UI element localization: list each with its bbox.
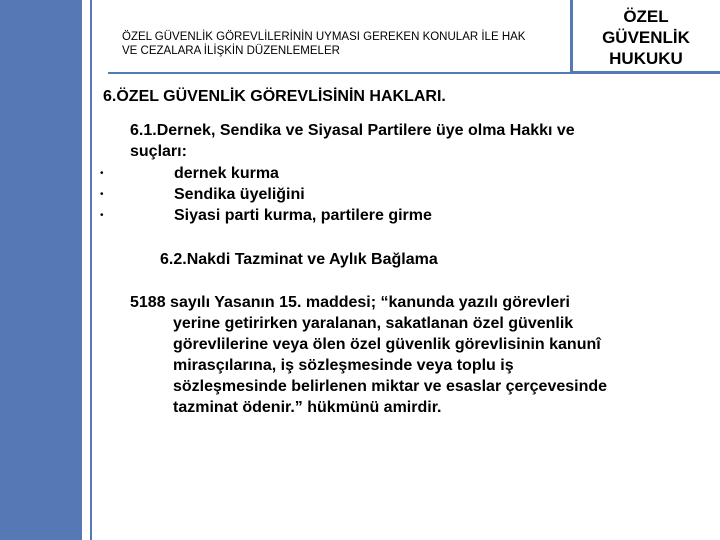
list-item-text: Siyasi parti kurma, partilere girme (174, 207, 432, 224)
list-item (100, 163, 600, 184)
paragraph-line-1: 5188 sayılı Yasanın 15. maddesi; “kanunda yazılı görevleri (130, 294, 570, 311)
bullet-icon: • (100, 189, 104, 200)
bullet-icon: • (100, 168, 104, 179)
bullet-list (100, 163, 600, 226)
header-subtitle-line-2: VE CEZALARA İLİŞKİN DÜZENLEMELER (122, 45, 340, 57)
list-item-text: Sendika üyeliğini (174, 186, 305, 203)
brand-line-3: HUKUKU (609, 49, 683, 68)
subsection-1-heading (130, 120, 650, 162)
band-divider (82, 0, 90, 540)
list-item (100, 184, 600, 205)
bullet-icon: • (100, 210, 104, 221)
brand-title (584, 6, 708, 69)
paragraph-line-3: görevlilerine veya ölen özel güvenlik görevlisinin kanunî (173, 336, 601, 353)
list-item (100, 205, 600, 226)
subsection-2-heading: 6.2.Nakdi Tazminat ve Aylık Bağlama (160, 251, 438, 268)
paragraph-line-4: mirasçılarına, iş sözleşmesinde veya toplu iş (173, 357, 514, 374)
paragraph-line-5: sözleşmesinde belirlenen miktar ve esaslar çerçevesinde (173, 378, 608, 395)
header-subtitle (122, 30, 562, 58)
law-paragraph (130, 292, 675, 418)
subsection-1-line-2: suçları: (130, 143, 187, 160)
brand-line-1: ÖZEL (623, 7, 669, 26)
list-item-text: dernek kurma (174, 165, 279, 182)
paragraph-line-6: tazminat ödenir.” hükmünü amirdir. (173, 399, 442, 416)
header-rule (108, 72, 570, 74)
left-accent-band (0, 0, 82, 540)
subsection-1-line-1: 6.1.Dernek, Sendika ve Siyasal Partilere üye olma Hakkı ve (130, 122, 575, 139)
section-title: 6.ÖZEL GÜVENLİK GÖREVLİSİNİN HAKLARI. (103, 88, 446, 105)
brand-line-2: GÜVENLİK (602, 28, 690, 47)
header-subtitle-line-1: ÖZEL GÜVENLİK GÖREVLİLERİNİN UYMASI GEREKEN KONULAR İLE HAK (122, 31, 526, 43)
paragraph-line-2: yerine getirirken yaralanan, sakatlanan özel güvenlik (173, 315, 574, 332)
band-line (90, 0, 92, 540)
